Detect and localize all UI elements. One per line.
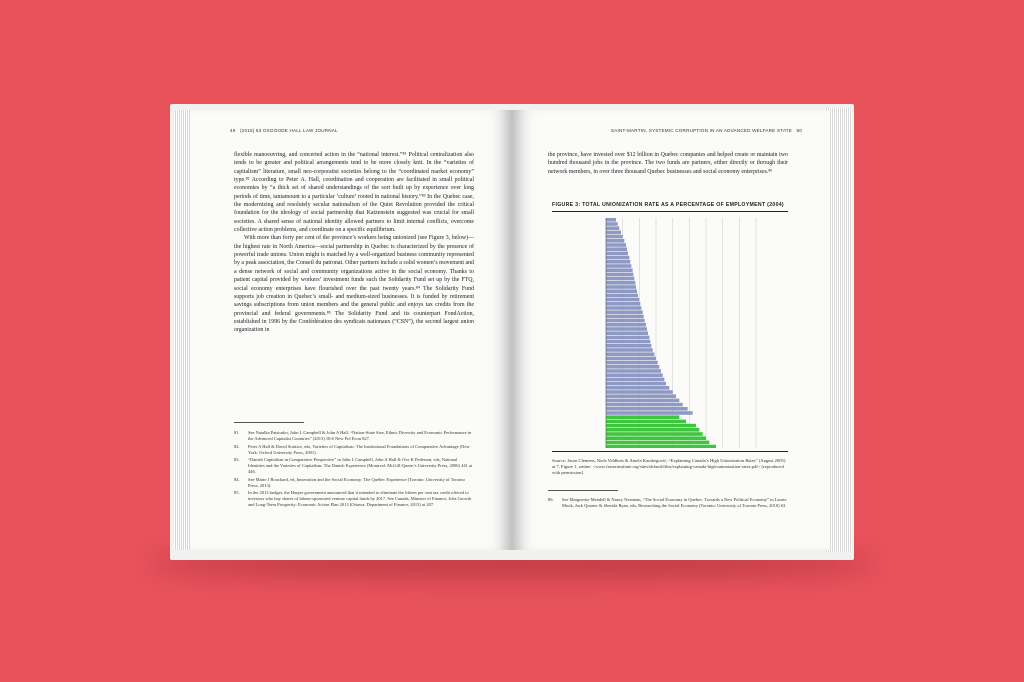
- bar-us: [606, 273, 633, 277]
- right-running-head: SAINT-MARTIN, SYSTEMIC CORRUPTION IN AN ADVANCED WELFARE STATE 50: [611, 128, 802, 133]
- footnote: 81. See Natalka Patsiurko, John L Campbell & John A Hall, “Nation-State Size, Ethnic Diversity and Economic Performance in the Advanced Capitalist Countries” (2013) 18:6 New Pol Econ 827.: [234, 430, 472, 441]
- bar-us: [606, 260, 630, 264]
- footnote: 82. Peter A Hall & David Soskice, eds, Varieties of Capitalism: The Institutional Foundations of Comparative Advantage (New York: Oxford University Press, 2001).: [234, 443, 470, 455]
- bar-us: [606, 218, 616, 222]
- left-body-text: [234, 151, 474, 335]
- bar-canada: [606, 428, 699, 432]
- bar-us: [606, 399, 679, 403]
- figure-title: FIGURE 3: TOTAL UNIONIZATION RATE AS A PERCENTAGE OF EMPLOYMENT (2004): [552, 202, 784, 208]
- bar-us: [606, 302, 640, 306]
- bar-us: [606, 294, 638, 298]
- bar-us: [606, 386, 669, 390]
- bar-us: [606, 382, 666, 386]
- left-page: [190, 110, 512, 550]
- footnote: 83. “Danish Capitalism in Comparative Perspective” in John L Campbell, John A Hall & Ove K Pedersen, eds, National Identities and the Varieties of Capitalism: The Danish Experience (Montreal: McGill-Queen’s University Press, 2006) 441 at 446.: [234, 457, 473, 475]
- bar-us: [606, 378, 664, 382]
- bar-canada: [606, 415, 679, 419]
- bar-canada: [606, 420, 686, 424]
- bar-us: [606, 285, 636, 289]
- bar-us: [606, 394, 676, 398]
- bar-us: [606, 407, 688, 411]
- bar-us: [606, 369, 661, 373]
- bar-us: [606, 310, 643, 314]
- bar-us: [606, 235, 623, 239]
- bar-us: [606, 411, 693, 415]
- figure-bottom-rule: [552, 451, 788, 452]
- bar-us: [606, 289, 637, 293]
- bar-us: [606, 403, 683, 407]
- bar-us: [606, 256, 629, 260]
- paragraph: flexible manoeuvring, and concerted action in the “national interest.”⁸¹ Political centralization also tends to be greater and political arrangements tend to be more closely knit. In the “varieties of capitalism” literature, small neo-corporatist societies belong to the “coordinated market economy” type.⁸² According to Peter A. Hall, coordination and cooperation are facilitated in small political economies by “a thick set of shared understandings of the sort built up by experience over long periods of time, tantamount to a particular ‘culture’ rooted in national history.”⁸³ In the Quebec case, the modernizing and resolutely secular nationalism of the Quiet Revolution provided the critical foundation for the ideology of social partnership that Katzenstein suggested was crucial for small societies. A shared sense of national identity allowed partners to limit internal conflicts, overcome collective action problems, and coordinate on a specific equilibrium.: [234, 152, 474, 234]
- bar-us: [606, 336, 649, 340]
- bar-us: [606, 231, 621, 235]
- bar-us: [606, 252, 628, 256]
- bar-us: [606, 268, 633, 272]
- figure-3: [552, 202, 788, 476]
- bar-us: [606, 327, 647, 331]
- bar-us: [606, 277, 634, 281]
- bar-us: [606, 390, 673, 394]
- figure-top-rule: [552, 211, 788, 212]
- bar-canada: [606, 445, 716, 448]
- left-footnotes: [234, 430, 474, 510]
- bar-us: [606, 247, 627, 251]
- bar-us: [606, 239, 624, 243]
- bar-us: [606, 298, 639, 302]
- bar-us: [606, 315, 644, 319]
- paragraph: the province, have invested over $12 billion in Quebec companies and helped create or maintain two hundred thousand jobs in the province. The two funds are partners, either directly or through their network members, in over three thousand Quebec businesses and social economy enterprises.⁸⁶: [548, 152, 788, 175]
- bar-us: [606, 281, 635, 285]
- right-page: [512, 110, 830, 550]
- bar-canada: [606, 441, 709, 445]
- bar-us: [606, 348, 653, 352]
- footnote-rule: [234, 422, 304, 423]
- paragraph: With more than forty per cent of the province’s workers being unionized (see Figure 3, below)—the highest rate in North America—social partnership in Quebec is characterized by the presence of powerful trade unions. Union might is matched by a well-organized business community represented by a peak association, the Conseil du patronat. Other partners include a solid women’s movement and a dense network of social and community organizations active in the social economy. Thanks to patient capital provided by workers’ investment funds such the Solidarity Fund set up by the FTQ, social economy enterprises have flourished over the past twenty years.⁸⁴ The Solidarity Fund supports job creation in Quebec’s small- and medium-sized businesses. It is funded by retirement savings subscriptions from union members and the general public and enjoys tax credits from the provincial and federal governments.⁸⁵ The Solidarity Fund and its counterpart FondAction, established in 1996 by the Confédération des syndicats nationaux (“CSN”), the second largest union organization in: [234, 235, 474, 334]
- bar-us: [606, 357, 656, 361]
- left-running-head: 49 (2015) 53 OSGOODE HALL LAW JOURNAL: [230, 128, 338, 133]
- bar-us: [606, 222, 618, 226]
- bar-us: [606, 264, 631, 268]
- footnote: 84. See Marie J Bouchard, ed, Innovation and the Social Economy: The Québec Experience (Toronto: University of Toronto Press, 2013).: [234, 476, 465, 488]
- bar-us: [606, 243, 626, 247]
- footnote: 85. In the 2013 budget, the Harper government announced that it intended to eliminate the fifteen per cent tax credit offered to investors who buy shares of labour-sponsored venture capital funds by 2017. See Canada, Minister of Finance, Jobs Growth and Long-Term Prosperity: Economic Action Plan 2013 (Ottawa: Department of Finance, 2013) at 207.: [234, 490, 472, 508]
- right-body-text: [548, 151, 788, 176]
- bar-us: [606, 352, 654, 356]
- bar-us: [606, 344, 651, 348]
- bar-us: [606, 323, 646, 327]
- footnote: 86. See Marguerite Mendell & Nancy Neamtan, “The Social Economy in Quebec: Towards a New Political Economy” in Laurie Mook, Jack Quarter & Sherida Ryan, eds, Researching the Social Economy (Toronto: University of Toronto Press, 2010) 63.: [548, 497, 787, 508]
- bar-us: [606, 373, 663, 377]
- figure-source: Source: Jason Clemens, Niels Veldhuis & Amela Karabegović, “Explaining Canada’s High Unionization Rates” (August 2005) at 7, Figure 1, online: <www.fraserinstitute.org/sites/default/files/explaining-canada-high-unionization-rates.pdf> [reproduced with permission].: [552, 458, 786, 476]
- bar-us: [606, 331, 648, 335]
- footnote-rule: [548, 490, 618, 491]
- unionization-chart: [552, 214, 788, 448]
- bar-us: [606, 365, 659, 369]
- right-footnotes: [548, 497, 788, 511]
- bar-canada: [606, 424, 696, 428]
- bar-us: [606, 226, 619, 230]
- bar-us: [606, 340, 650, 344]
- bar-canada: [606, 436, 706, 440]
- bar-canada: [606, 432, 703, 436]
- bar-us: [606, 306, 641, 310]
- bar-us: [606, 361, 658, 365]
- bar-us: [606, 319, 645, 323]
